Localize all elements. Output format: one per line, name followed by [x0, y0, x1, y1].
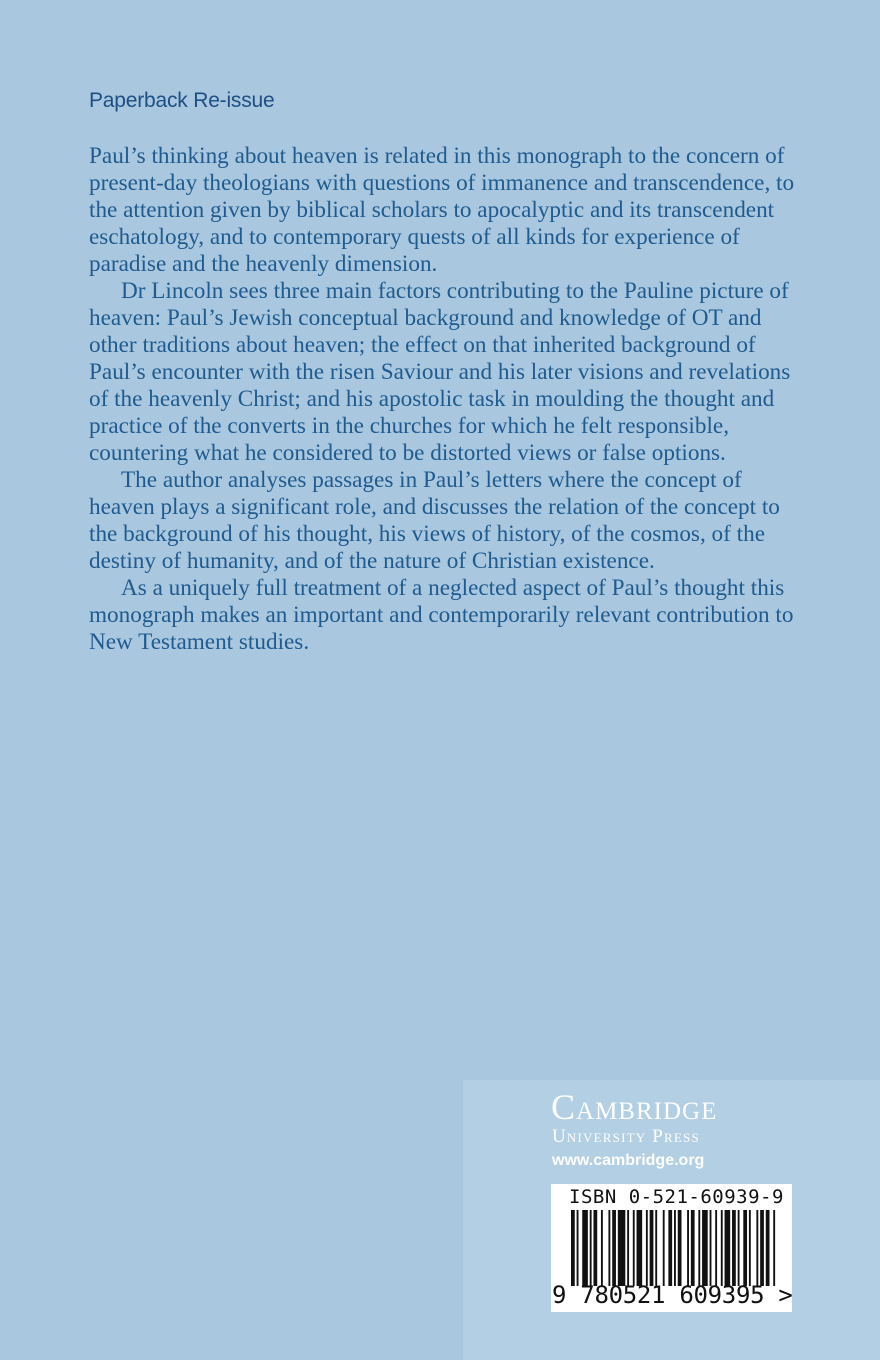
barcode-bar: [612, 1210, 616, 1286]
barcode-bar: [663, 1210, 665, 1286]
barcode-bar: [743, 1210, 747, 1286]
barcode-bar: [738, 1210, 740, 1286]
ean-digits: 9 780521 609395 >: [552, 1281, 793, 1309]
barcode-bar: [582, 1210, 588, 1286]
barcode-bar: [749, 1210, 751, 1286]
barcode-bar: [618, 1210, 625, 1286]
blurb-paragraph: Paul’s thinking about heaven is related in this monograph to the concern of present-day theologians with questions of immanence and transcendence, to the attention given by biblical scholars to apocalyptic and its transcendent eschatology, and to contemporary quests of all kinds for experience of paradise and the heavenly dimension.: [89, 143, 795, 277]
barcode-bar: [674, 1210, 676, 1286]
blurb-paragraph: Dr Lincoln sees three main factors contributing to the Pauline picture of heaven: Paul’s Jewish conceptual background and knowledge of OT and other traditions about heaven; the effect on that inherited background of Paul’s encounter with the risen Saviour and his later visions and revelations of the heavenly Christ; and his apostolic task in moulding the thought and practice of the converts in the churches for which he felt responsible, countering what he considered to be distorted views or false options.: [89, 278, 791, 466]
barcode-bar: [577, 1210, 579, 1286]
barcode-bar: [760, 1210, 764, 1286]
barcode-bar: [725, 1210, 731, 1286]
barcode-bar: [650, 1210, 654, 1286]
barcode-bar: [766, 1210, 770, 1286]
blurb-text: [89, 143, 801, 656]
barcode-bar: [571, 1210, 575, 1286]
barcode-bar: [608, 1210, 610, 1286]
publisher-website: www.cambridge.org: [552, 1152, 705, 1169]
barcode-bar: [601, 1210, 603, 1286]
barcode-bar: [678, 1210, 682, 1286]
barcode-bar: [633, 1210, 635, 1286]
barcode-bar: [646, 1210, 648, 1286]
barcode-bar: [668, 1210, 672, 1286]
barcode-bar: [721, 1210, 723, 1286]
barcode-bar: [691, 1210, 695, 1286]
edition-heading: Paperback Re-issue: [89, 89, 275, 112]
barcode-bar: [773, 1210, 775, 1286]
barcode-bar: [710, 1210, 712, 1286]
publisher-logo-name: Cambridge: [551, 1087, 718, 1127]
barcode-bar: [698, 1210, 700, 1286]
publisher-logo-subname: University Press: [552, 1126, 700, 1147]
barcode-bar: [687, 1210, 689, 1286]
barcode-bar: [590, 1210, 592, 1286]
barcode-block: [551, 1184, 792, 1312]
barcode-bar: [637, 1210, 643, 1286]
isbn-label: ISBN 0-521-60939-9: [569, 1186, 784, 1208]
barcode-bar: [715, 1210, 717, 1286]
barcode-bar: [756, 1210, 758, 1286]
barcode-bar: [655, 1210, 657, 1286]
barcode-bar: [702, 1210, 708, 1286]
barcode-bar: [732, 1210, 736, 1286]
barcode-bar: [627, 1210, 629, 1286]
barcode-icon: [571, 1210, 777, 1286]
blurb-paragraph: The author analyses passages in Paul’s letters where the concept of heaven plays a significant role, and discusses the relation of the concept to the background of his thought, his views of history, of the cosmos, of the destiny of humanity, and of the nature of Christian existence.: [89, 467, 780, 574]
barcode-bar: [593, 1210, 597, 1286]
blurb-paragraph: As a uniquely full treatment of a neglected aspect of Paul’s thought this monograph makes an important and contemporarily relevant contribution to New Testament studies.: [89, 575, 794, 655]
